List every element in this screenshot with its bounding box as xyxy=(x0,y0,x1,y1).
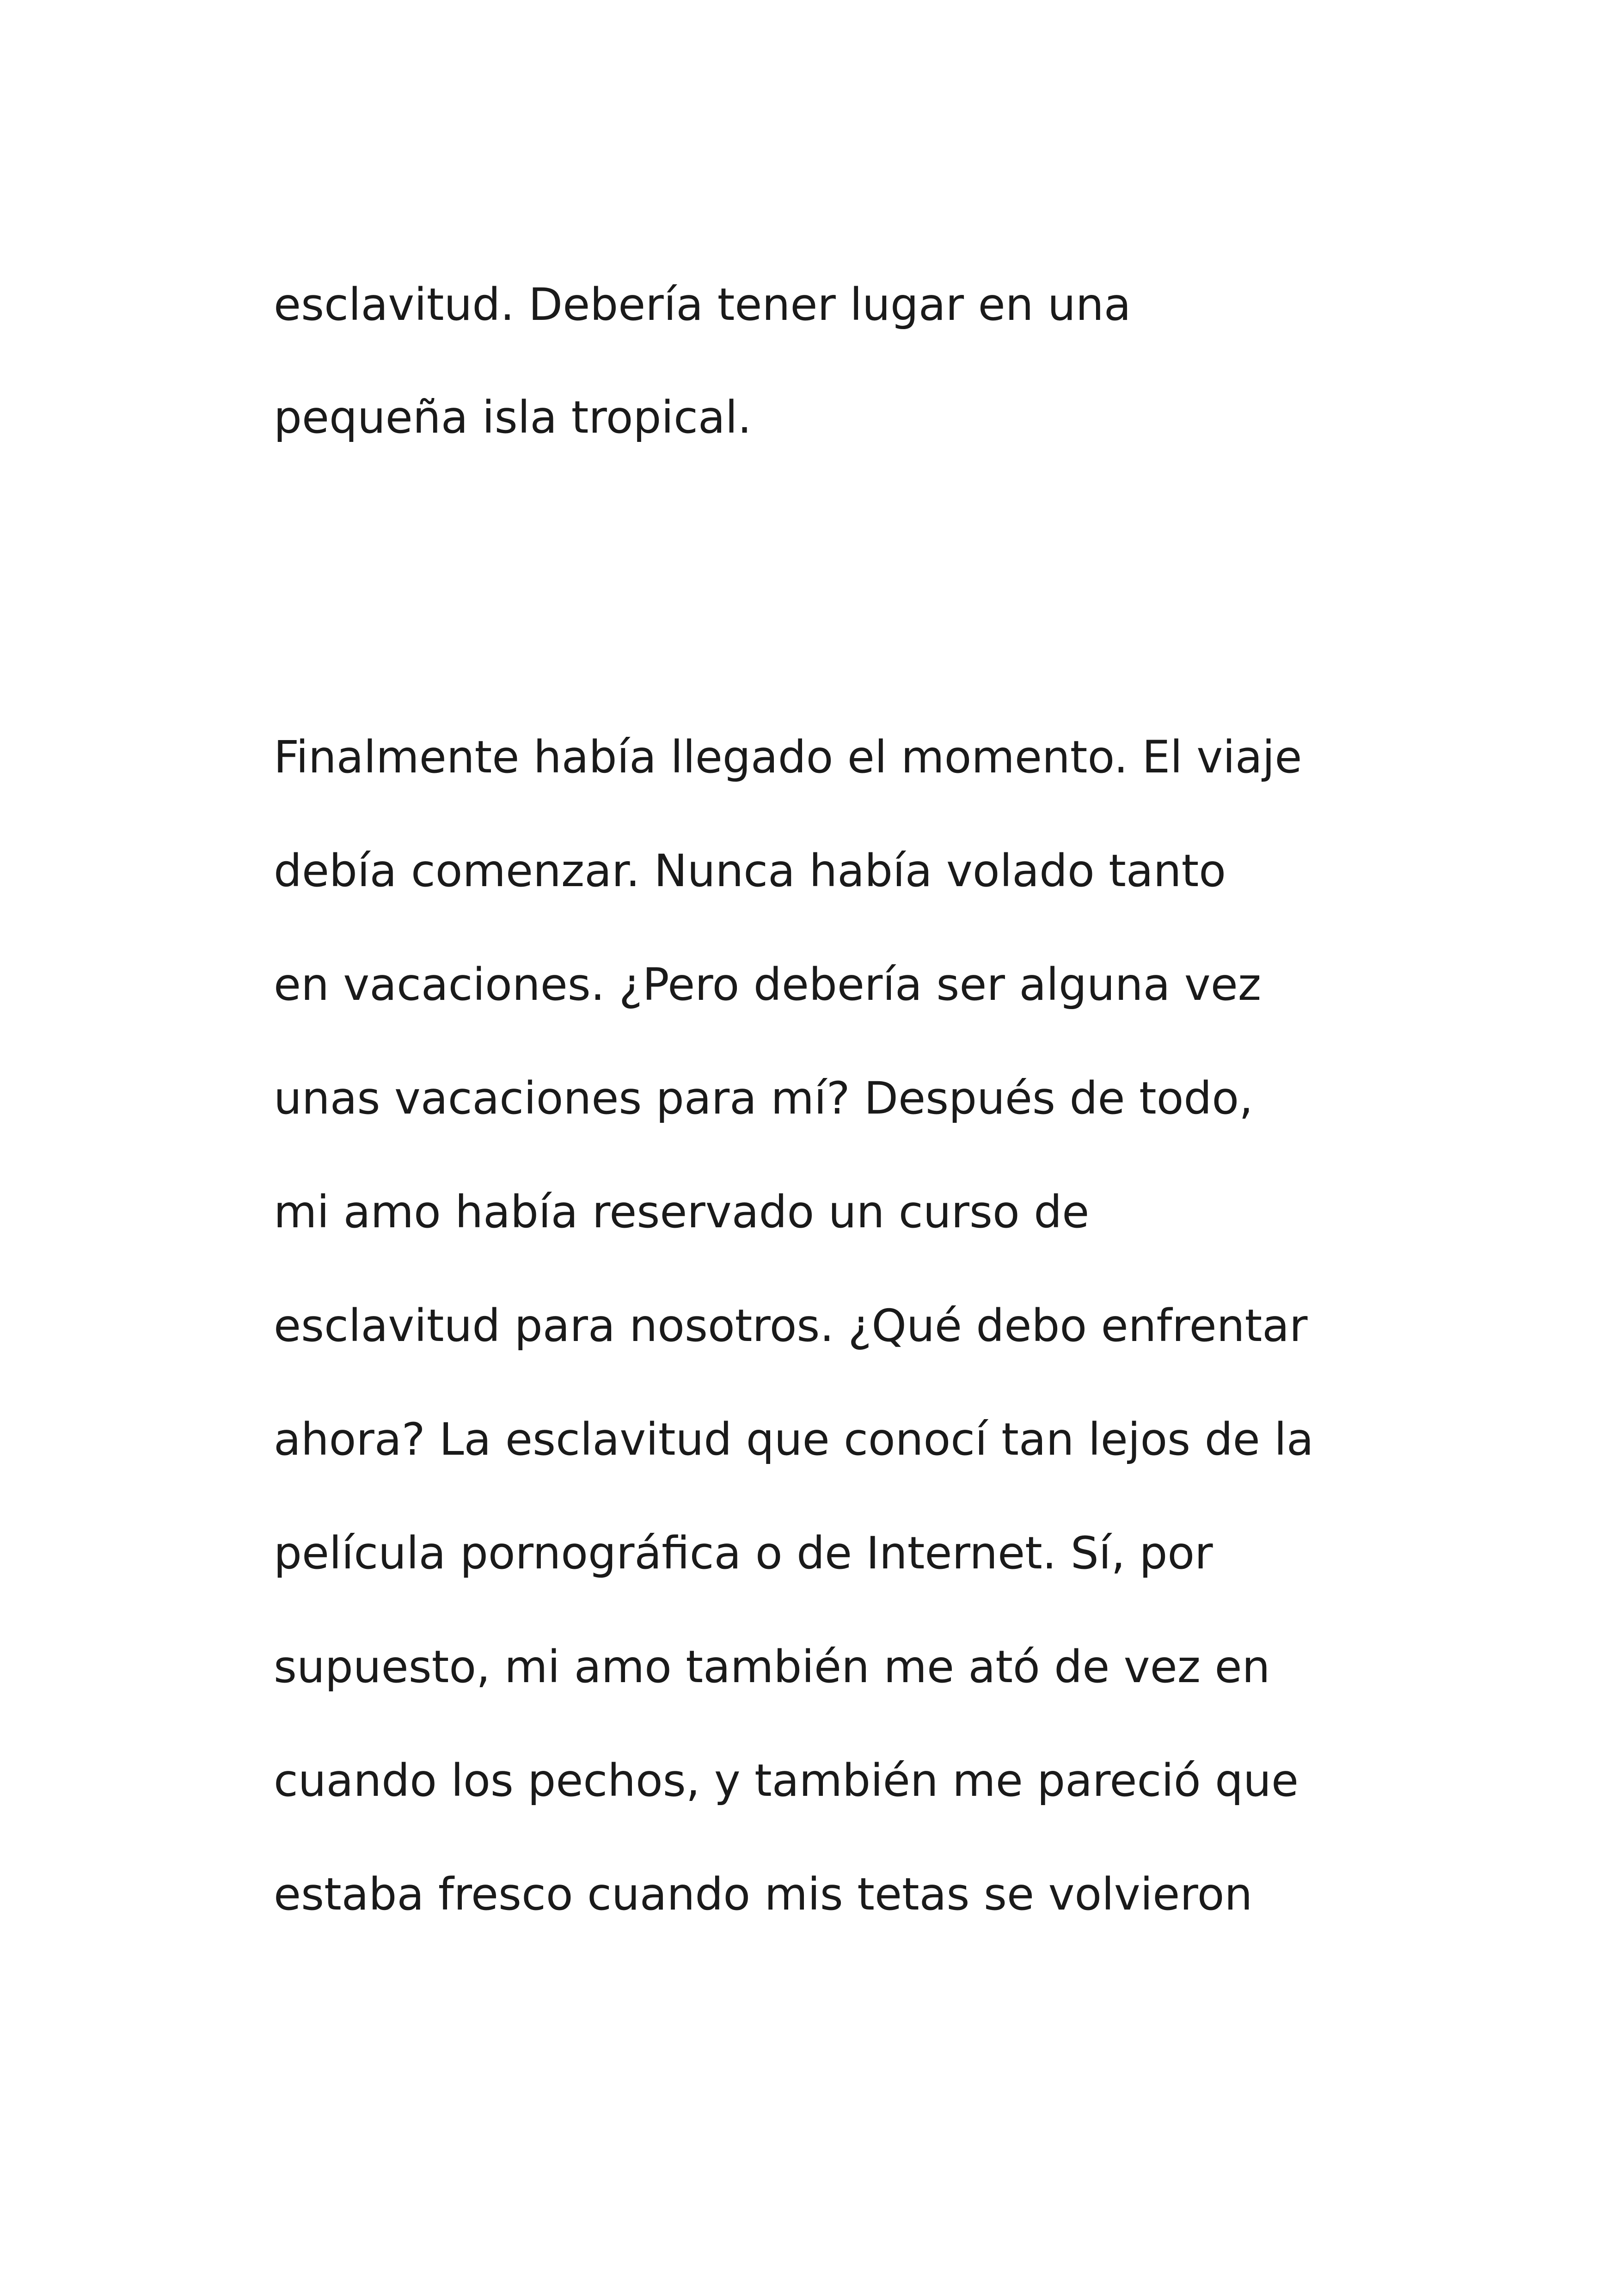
text-line: unas vacaciones para mí? Después de todo, xyxy=(274,1072,1253,1124)
text-line: Finalmente había llegado el momento. El viaje xyxy=(274,731,1302,783)
text-line: película pornográfica o de Internet. Sí, por xyxy=(274,1527,1213,1579)
text-line: en vacaciones. ¿Pero debería ser alguna vez xyxy=(274,959,1262,1010)
text-line: estaba fresco cuando mis tetas se volvieron xyxy=(274,1868,1253,1920)
text-line: supuesto, mi amo también me ató de vez en xyxy=(274,1641,1270,1693)
text-line: debía comenzar. Nunca había volado tanto xyxy=(274,845,1226,897)
text-line: pequeña isla tropical. xyxy=(274,392,752,443)
text-line: mi amo había reservado un curso de xyxy=(274,1186,1090,1238)
text-line: esclavitud. Debería tener lugar en una xyxy=(274,279,1131,331)
text-line: ahora? La esclavitud que conocí tan lejos de la xyxy=(274,1414,1314,1465)
text-line: cuando los pechos, y también me pareció que xyxy=(274,1755,1299,1806)
text-line: esclavitud para nosotros. ¿Qué debo enfrentar xyxy=(274,1300,1308,1352)
